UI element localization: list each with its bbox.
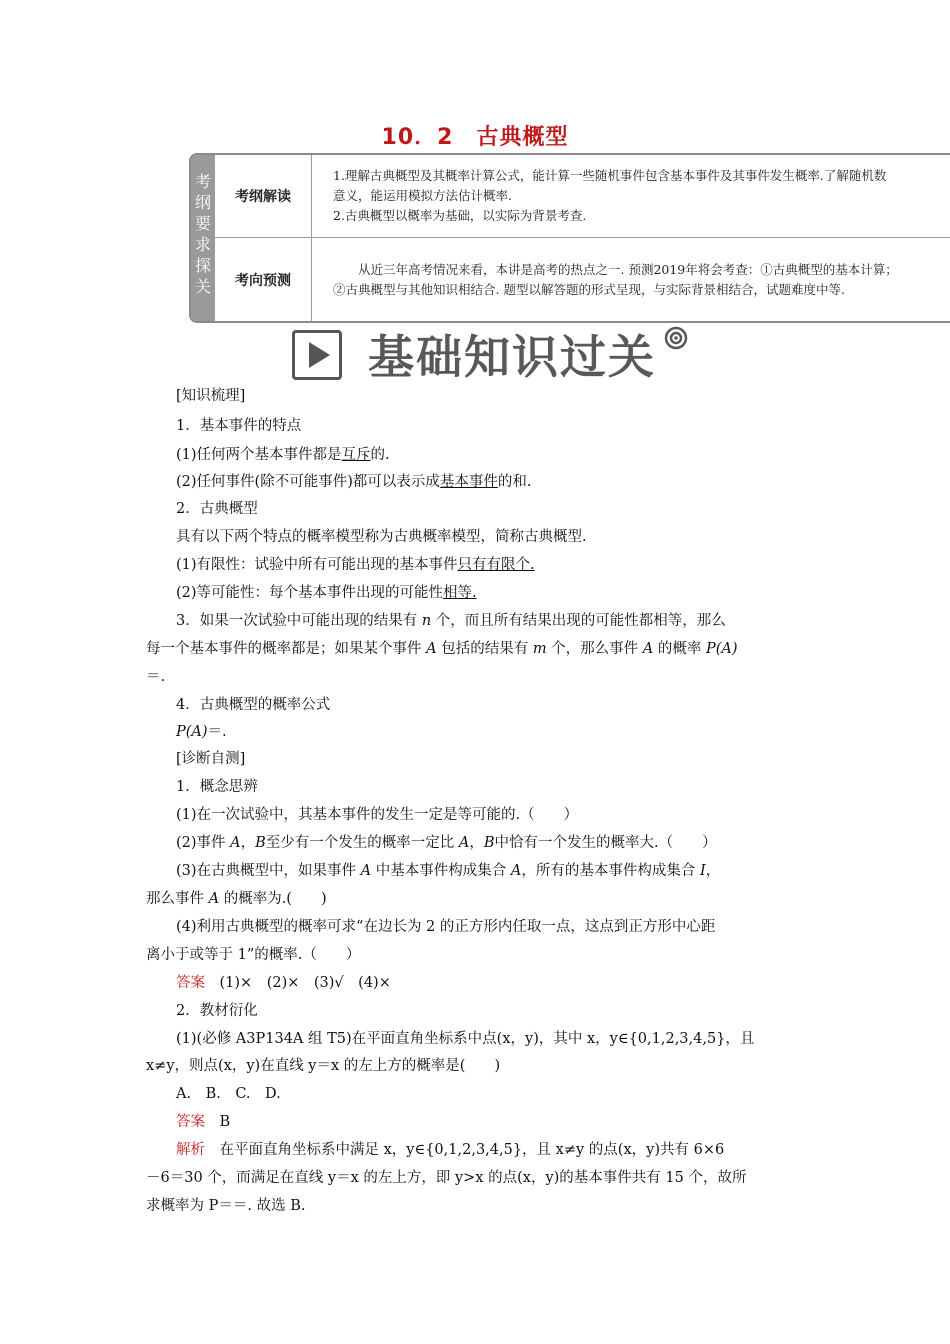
paragraph: 3．如果一次试验中可能出现的结果有 n 个，而且所有结果出现的可能性都相等，那么	[176, 613, 726, 629]
answer-blank: 相等.	[443, 585, 477, 601]
paragraph: 每一个基本事件的概率都是；如果某个事件 A 包括的结果有 m 个，那么事件 A 的概率 P(A)	[146, 641, 738, 657]
paragraph-title: 2．教材衍化	[176, 1003, 258, 1019]
paragraph-title: 1．基本事件的特点	[176, 418, 302, 434]
paragraph: (2)任何事件(除不可能事件)都可以表示成基本事件的和.	[176, 474, 532, 490]
question-item: (2)事件 A，B至少有一个发生的概率一定比 A，B中恰有一个发生的概率大.（ ）	[176, 835, 717, 851]
requirements-side-label: 考 纲 要 求 探 关	[191, 155, 215, 321]
question-item: (1)(必修 A3P134A 组 T5)在平面直角坐标系中点(x，y)，其中 x，y∈{0,1,2,3,4,5}，且	[176, 1031, 755, 1047]
answer-line: 答案 (1)× (2)× (3)√ (4)×	[176, 975, 391, 991]
question-item: x≠y，则点(x，y)在直线 y＝x 的左上方的概率是( )	[146, 1058, 501, 1074]
banner-title: 基础知识过关	[368, 330, 656, 384]
paragraph: (1)有限性：试验中所有可能出现的基本事件只有有限个.	[176, 557, 535, 573]
row-content: 从近三年高考情况来看，本讲是高考的热点之一. 预测2019年将会考查：①古典概型的基本计算； ②古典概型与其他知识相结合. 题型以解答题的形式呈现，与实际背景相结合，试题难度中等.	[333, 261, 898, 297]
paragraph: ＝.	[146, 669, 166, 685]
section-heading: [知识梳理]	[176, 388, 246, 404]
answer-blank: 基本事件	[439, 474, 498, 490]
row-label: 考纲解读	[215, 155, 312, 237]
section-heading: [诊断自测]	[176, 751, 246, 767]
paragraph: 具有以下两个特点的概率模型称为古典概率模型，简称古典概型.	[176, 529, 587, 545]
play-icon	[292, 330, 342, 380]
question-item: 那么事件 A 的概率为.( )	[146, 891, 327, 907]
answer-blank: 只有有限个.	[457, 557, 535, 573]
question-item: (3)在古典概型中，如果事件 A 中基本事件构成集合 A，所有的基本事件构成集合 I，	[176, 863, 721, 879]
requirements-table	[189, 153, 950, 323]
requirements-row-syllabus	[215, 155, 950, 238]
paragraph: (2)等可能性：每个基本事件出现的可能性相等.	[176, 585, 477, 601]
answer-line: 答案 B	[176, 1114, 231, 1130]
question-item: (4)利用古典概型的概率可求“在边长为 2 的正方形内任取一点，这点到正方形中心距	[176, 919, 716, 935]
explanation: －6＝30 个，而满足在直线 y＝x 的左上方，即 y>x 的点(x，y)的基本事件共有 15 个，故所	[146, 1170, 747, 1186]
target-icon	[664, 326, 688, 350]
section-banner	[292, 330, 692, 386]
answer-label: 答案	[176, 1114, 205, 1130]
explanation: 求概率为 P＝＝. 故选 B.	[146, 1198, 306, 1214]
row-content: 1.理解古典概型及其概率计算公式，能计算一些随机事件包含基本事件及其事件发生概率.了解随机数 意义，能运用模拟方法估计概率. 2.古典概型以概率为基础，以实际为背景考查.	[333, 168, 887, 223]
row-label: 考向预测	[215, 238, 312, 321]
paragraph-title: 1．概念思辨	[176, 779, 258, 795]
paragraph-title: 4．古典概型的概率公式	[176, 697, 331, 713]
answer-label: 答案	[176, 975, 205, 991]
explanation: 解析 在平面直角坐标系中满足 x，y∈{0,1,2,3,4,5}，且 x≠y 的点(x，y)共有 6×6	[176, 1142, 725, 1158]
question-item: (1)在一次试验中，其基本事件的发生一定是等可能的.（ ）	[176, 807, 579, 823]
question-options: A. B. C. D.	[176, 1086, 281, 1102]
page-title: 10．2 古典概型	[381, 125, 569, 150]
requirements-row-forecast	[215, 238, 950, 321]
question-item: 离小于或等于 1”的概率.（ ）	[146, 947, 361, 963]
paragraph-title: 2．古典概型	[176, 501, 258, 517]
explanation-label: 解析	[176, 1142, 205, 1158]
answer-blank: 互斥	[341, 447, 371, 463]
paragraph: (1)任何两个基本事件都是互斥的.	[176, 447, 390, 463]
formula: P(A)＝.	[176, 724, 227, 740]
